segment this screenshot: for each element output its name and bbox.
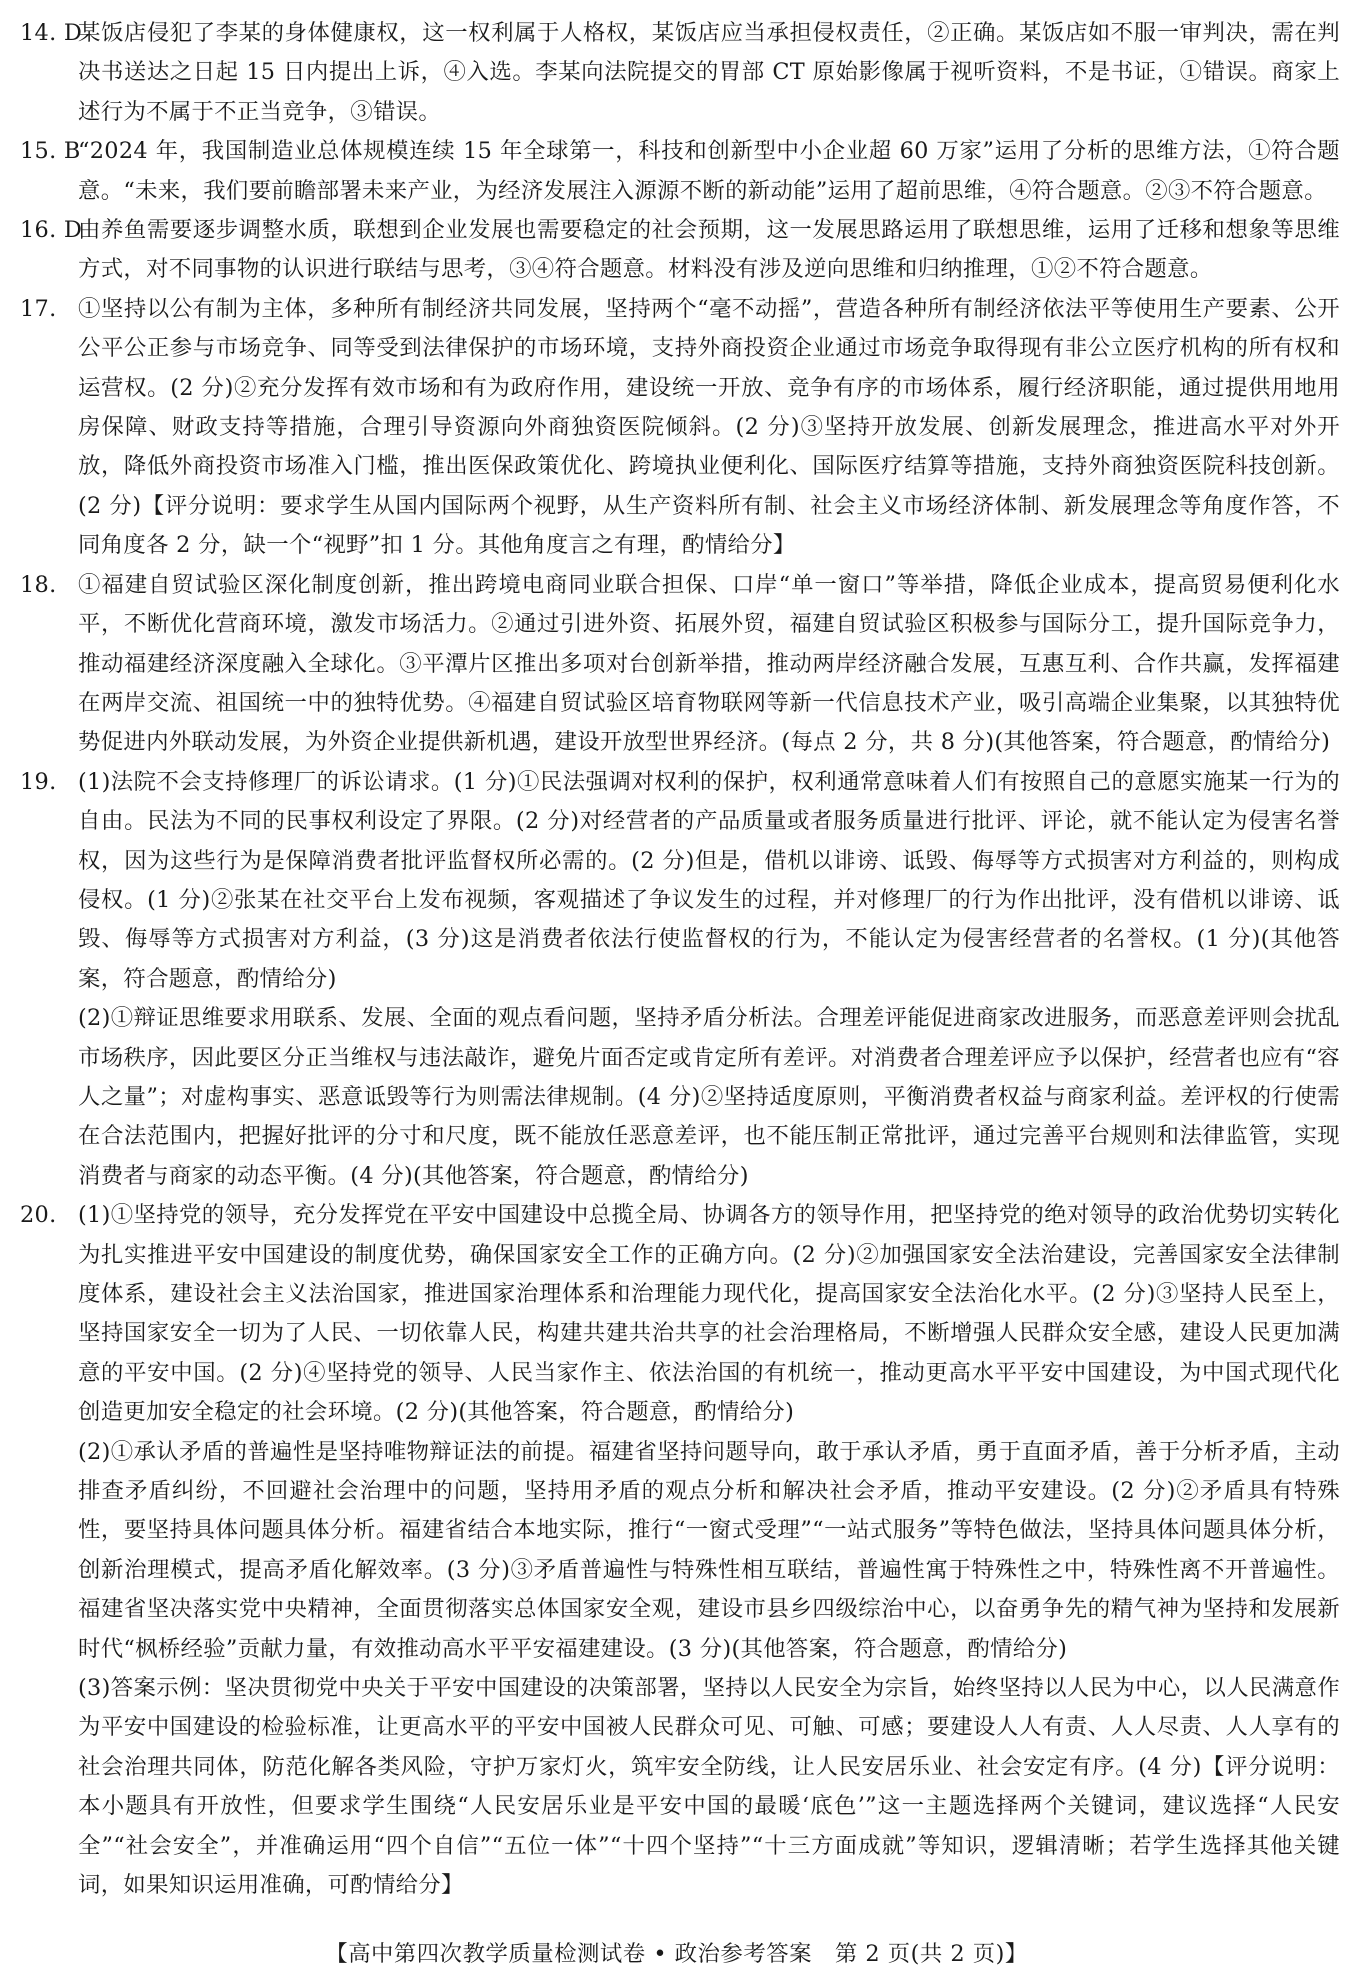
answer-text: (1)①坚持党的领导，充分发挥党在平安中国建设中总揽全局、协调各方的领导作用，把坚持党的绝对领导的政治优势切实转化为扎实推进平安中国建设的制度优势，确保国家安全工作的正确方向。(2 分)②加强国家安全法治建设，完善国家安全法律制度体系，建设社会主义法治国家，推进国家治理体系和治理能力现代化，提高国家安全法治化水平。(2 分)③坚持人民至上，坚持国家安全一切为了人民、一切依靠人民，构建共建共治共享的社会治理格局，不断增强人民群众安全感，建设人民更加满意的平安中国。(2 分)④坚持党的领导、人民当家作主、依法治国的有机统一，推动更高水平平安中国建设，为中国式现代化创造更加安全稳定的社会环境。(2 分)(其他答案，符合题意，酌情给分) xyxy=(78,1202,1340,1426)
answer-number: 15. B xyxy=(20,138,81,165)
answer-text: 某饭店侵犯了李某的身体健康权，这一权利属于人格权，某饭店应当承担侵权责任，②正确。某饭店如不服一审判决，需在判决书送达之日起 15 日内提出上诉，④入选。李某向法院提交的胃部 CT 原始影像属于视听资料，不是书证，①错误。商家上述行为不属于不正当竞争，③错误。 xyxy=(78,20,1340,125)
answer-16 xyxy=(20,211,1340,290)
answer-text: (1)法院不会支持修理厂的诉讼请求。(1 分)①民法强调对权利的保护，权利通常意味着人们有按照自己的意愿实施某一行为的自由。民法为不同的民事权利设定了界限。(2 分)对经营者的产品质量或者服务质量进行批评、评论，就不能认定为侵害名誉权，因为这些行为是保障消费者批评监督权所必需的。(2 分)但是，借机以诽谤、诋毁、侮辱等方式损害对方利益的，则构成侵权。(1 分)②张某在社交平台上发布视频，客观描述了争议发生的过程，并对修理厂的行为作出批评，没有借机以诽谤、诋毁、侮辱等方式损害对方利益，(3 分)这是消费者依法行使监督权的行为，不能认定为侵害经营者的名誉权。(1 分)(其他答案，符合题意，酌情给分) xyxy=(78,768,1340,992)
answer-text: 由养鱼需要逐步调整水质，联想到企业发展也需要稳定的社会预期，这一发展思路运用了联想思维，运用了迁移和想象等思维方式，对不同事物的认识进行联结与思考，③④符合题意。材料没有涉及逆向思维和归纳推理，①②不符合题意。 xyxy=(78,217,1340,283)
answer-20 xyxy=(20,1196,1340,1905)
answer-number: 16. D xyxy=(20,217,83,244)
answer-number: 17. xyxy=(20,295,57,322)
answer-number: 14. D xyxy=(20,20,83,46)
answer-15 xyxy=(20,132,1340,211)
page-footer: 【高中第四次教学质量检测试卷 • 政治参考答案 第 2 页(共 2 页)】 xyxy=(325,1941,1028,1967)
answer-subpart: (2)①承认矛盾的普遍性是坚持唯物辩证法的前提。福建省坚持问题导向，敢于承认矛盾，勇于直面矛盾，善于分析矛盾，主动排查矛盾纠纷，不回避社会治理中的问题，坚持用矛盾的观点分析和解决社会矛盾，推动平安建设。(2 分)②矛盾具有特殊性，要坚持具体问题具体分析。福建省结合本地实际，推行“一窗式受理”“一站式服务”等特色做法，坚持具体问题具体分析，创新治理模式，提高矛盾化解效率。(3 分)③矛盾普遍性与特殊性相互联结，普遍性寓于特殊性之中，特殊性离不开普遍性。福建省坚决落实党中央精神，全面贯彻落实总体国家安全观，建设市县乡四级综治中心，以奋勇争先的精气神为坚持和发展新时代“枫桥经验”贡献力量，有效推动高水平平安福建建设。(3 分)(其他答案，符合题意，酌情给分) xyxy=(78,1438,1340,1662)
answer-text: ①坚持以公有制为主体，多种所有制经济共同发展，坚持两个“毫不动摇”，营造各种所有制经济依法平等使用生产要素、公开公平公正参与市场竞争、同等受到法律保护的市场环境，支持外商投资企业通过市场竞争取得现有非公立医疗机构的所有权和运营权。(2 分)②充分发挥有效市场和有为政府作用，建设统一开放、竞争有序的市场体系，履行经济职能，通过提供用地用房保障、财政支持等措施，合理引导资源向外商独资医院倾斜。(2 分)③坚持开放发展、创新发展理念，推进高水平对外开放，降低外商投资市场准入门槛，推出医保政策优化、跨境执业便利化、国际医疗结算等措施，支持外商独资医院科技创新。(2 分)【评分说明：要求学生从国内国际两个视野，从生产资料所有制、社会主义市场经济体制、新发展理念等角度作答，不同角度各 2 分，缺一个“视野”扣 1 分。其他角度言之有理，酌情给分】 xyxy=(78,295,1340,559)
answer-17 xyxy=(20,290,1340,566)
answer-number: 19. xyxy=(20,768,57,795)
answer-text: ①福建自贸试验区深化制度创新，推出跨境电商同业联合担保、口岸“单一窗口”等举措，降低企业成本，提高贸易便利化水平，不断优化营商环境，激发市场活力。②通过引进外资、拓展外贸，福建自贸试验区积极参与国际分工，提升国际竞争力，推动福建经济深度融入全球化。③平潭片区推出多项对台创新举措，推动两岸经济融合发展，互惠互利、合作共赢，发挥福建在两岸交流、祖国统一中的独特优势。④福建自贸试验区培育物联网等新一代信息技术产业，吸引高端企业集聚，以其独特优势促进内外联动发展，为外资企业提供新机遇，建设开放型世界经济。(每点 2 分，共 8 分)(其他答案，符合题意，酌情给分) xyxy=(78,571,1340,756)
answer-14 xyxy=(20,14,1340,132)
answer-number: 18. xyxy=(20,571,57,598)
answer-text: “2024 年，我国制造业总体规模连续 15 年全球第一，科技和创新型中小企业超 60 万家”运用了分析的思维方法，①符合题意。“未来，我们要前瞻部署未来产业，为经济发展注入源源不断的新动能”运用了超前思维，④符合题意。②③不符合题意。 xyxy=(78,138,1340,204)
answer-key-page xyxy=(20,14,1340,1906)
answer-subpart: (3)答案示例：坚决贯彻党中央关于平安中国建设的决策部署，坚持以人民安全为宗旨，始终坚持以人民为中心，以人民满意作为平安中国建设的检验标准，让更高水平的平安中国被人民群众可见、可触、可感；要建设人人有责、人人尽责、人人享有的社会治理共同体，防范化解各类风险，守护万家灯火，筑牢安全防线，让人民安居乐业、社会安定有序。(4 分)【评分说明：本小题具有开放性，但要求学生围绕“人民安居乐业是平安中国的最暖‘底色’”这一主题选择两个关键词，建议选择“人民安全”“社会安全”，并准确运用“四个自信”“五位一体”“十四个坚持”“十三方面成就”等知识，逻辑清晰；若学生选择其他关键词，如果知识运用准确，可酌情给分】 xyxy=(78,1675,1340,1899)
answer-number: 20. xyxy=(20,1202,57,1229)
answer-18 xyxy=(20,566,1340,763)
answer-subpart: (2)①辩证思维要求用联系、发展、全面的观点看问题，坚持矛盾分析法。合理差评能促进商家改进服务，而恶意差评则会扰乱市场秩序，因此要区分正当维权与违法敲诈，避免片面否定或肯定所有差评。对消费者合理差评应予以保护，经营者也应有“容人之量”；对虚构事实、恶意诋毁等行为则需法律规制。(4 分)②坚持适度原则，平衡消费者权益与商家利益。差评权的行使需在合法范围内，把握好批评的分寸和尺度，既不能放任恶意差评，也不能压制正常批评，通过完善平台规则和法律监管，实现消费者与商家的动态平衡。(4 分)(其他答案，符合题意，酌情给分) xyxy=(78,1005,1340,1189)
answer-19 xyxy=(20,763,1340,1196)
